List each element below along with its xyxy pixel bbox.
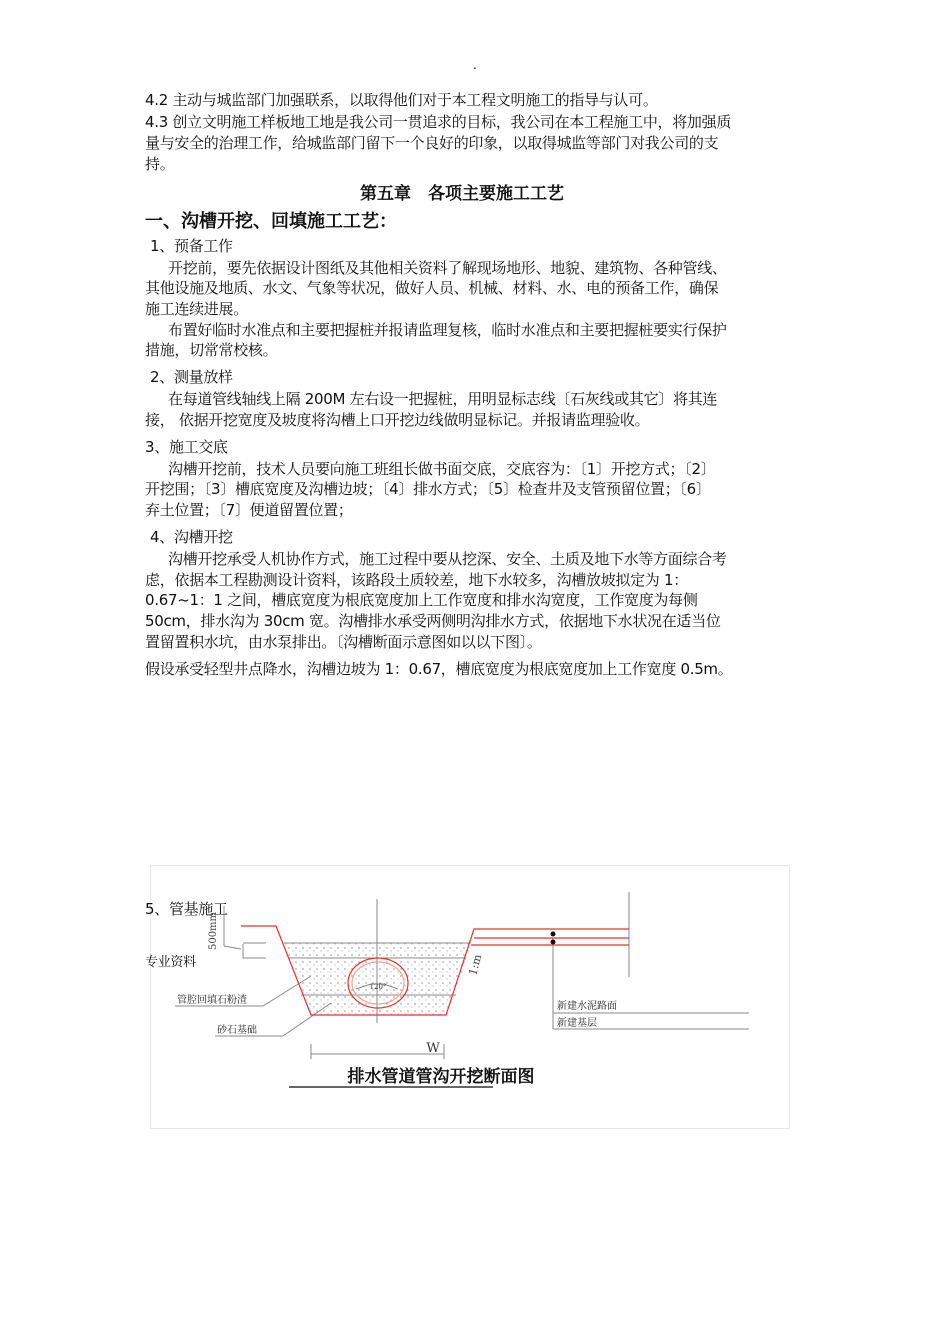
paragraph-line: 虑，依据本工程勘测设计资料，该路段土质较差，地下水较多，沟槽放坡拟定为 1： <box>145 571 688 589</box>
paragraph-line: 接， 依据开挖宽度及坡度将沟槽上口开挖边线做明显标记。并报请监理验收。 <box>145 411 650 429</box>
section-title: 一、沟槽开挖、回填施工工艺： <box>145 211 397 232</box>
subsection-title: 4、沟槽开挖 <box>150 528 233 546</box>
paragraph-line: 施工连续进展。 <box>145 300 248 318</box>
base-label: 砂石基础 <box>217 1025 257 1036</box>
paragraph-line: 布置好临时水准点和主要把握桩并报请监理复核，临时水准点和主要把握桩要实行保护 <box>168 321 727 339</box>
paragraph-4-2: 4.2 主动与城监部门加强联系，以取得他们对于本工程文明施工的指导与认可。 <box>145 91 658 109</box>
paragraph-line: 假设承受轻型井点降水，沟槽边坡为 1：0.67，槽底宽度为根底宽度加上工作宽度 0.5m。 <box>145 660 733 678</box>
subsection-title: 5、管基施工 <box>145 900 228 918</box>
paragraph-line: 0.67~1：1 之间，槽底宽度为根底宽度加上工作宽度和排水沟宽度，工作宽度为每侧 <box>145 591 698 609</box>
chapter-title: 第五章 各项主要施工工艺 <box>360 184 564 204</box>
paragraph-4-3-line: 持。 <box>145 155 175 173</box>
paragraph-line: 其他设施及地质、水文、气象等状况，做好人员、机械、材料、水、电的预备工作，确保 <box>145 279 719 297</box>
subsection-title: 1、预备工作 <box>150 237 233 255</box>
slope-label: 1:m <box>466 952 485 977</box>
layer-lines <box>175 892 749 1059</box>
road-label: 新建水泥路面 <box>557 1001 617 1012</box>
backfill-label: 管腔回填石粉渣 <box>177 995 247 1006</box>
paragraph-line: 措施，切常常校核。 <box>145 341 278 359</box>
trench-cross-section-figure <box>150 865 790 1129</box>
paragraph-line: 开挖围；〔3〕槽底宽度及沟槽边坡；〔4〕排水方式；〔5〕检查井及支管预留位置；〔6〕 <box>145 480 711 498</box>
paragraph-line: 置留置积水坑，由水泵排出。〔沟槽断面示意图如以以下图〕。 <box>145 633 542 651</box>
subbase-label: 新建基层 <box>557 1018 597 1029</box>
subsection-title: 3、施工交底 <box>145 438 228 456</box>
paragraph-4-3-line: 4.3 创立文明施工样板地工地是我公司一贯追求的目标，我公司在本工程施工中，将加强质 <box>145 113 732 131</box>
paragraph-line: 在每道管线轴线上隔 200M 左右设一把握桩，用明显标志线〔石灰线或其它〕将其连 <box>168 390 718 408</box>
dimension-marker <box>551 940 556 945</box>
dim-500-label: 500mm <box>208 911 219 951</box>
angle-label: 120° <box>369 983 387 991</box>
paragraph-line: 弃土位置；〔7〕便道留置位置； <box>145 501 353 519</box>
figure-title: 排水管道管沟开挖断面图 <box>347 1067 535 1087</box>
subsection-title: 2、测量放样 <box>150 368 233 386</box>
paragraph-line: 沟槽开挖前，技术人员要向施工班组长做书面交底，交底容为：〔1〕开挖方式；〔2〕 <box>168 460 716 478</box>
header-mark: . <box>473 58 477 72</box>
footer-label: 专业资料 <box>145 955 196 970</box>
width-label: W <box>426 1041 440 1056</box>
paragraph-4-3-line: 量与安全的治理工作，给城监部门留下一个良好的印象，以取得城监等部门对我公司的支 <box>145 134 719 152</box>
paragraph-line: 开挖前，要先依据设计图纸及其他相关资料了解现场地形、地貌、建筑物、各种管线、 <box>168 259 727 277</box>
dimension-marker <box>551 932 556 937</box>
paragraph-line: 沟槽开挖承受人机协作方式，施工过程中要从挖深、安全、土质及地下水等方面综合考 <box>168 550 727 568</box>
paragraph-line: 50cm，排水沟为 30cm 宽。沟槽排水承受两侧明沟排水方式，依据地下水状况在适当位 <box>145 612 721 630</box>
